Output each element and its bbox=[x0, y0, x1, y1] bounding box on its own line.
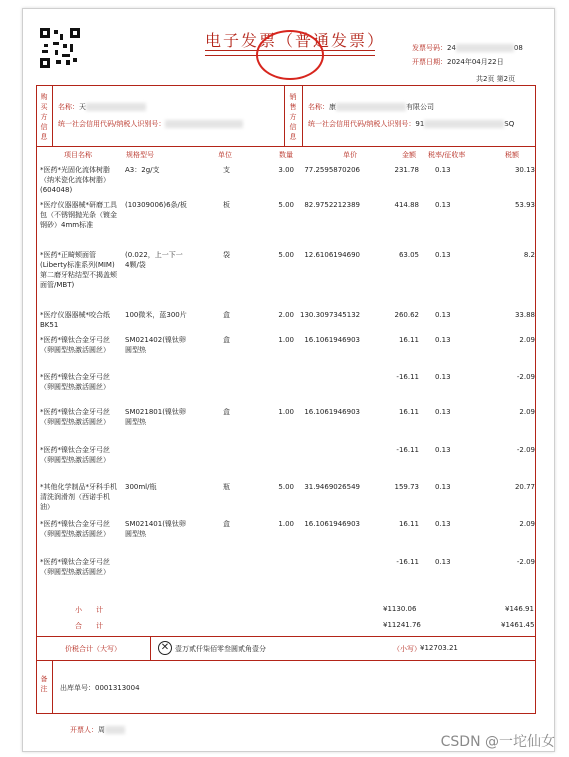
header-price: 单价 bbox=[343, 151, 357, 159]
cell-qty: 5.00 bbox=[278, 483, 294, 491]
cell-spec: (10309006)6条/板 bbox=[125, 201, 187, 209]
cell-qty: 3.00 bbox=[278, 166, 294, 174]
cell-amount: 414.88 bbox=[394, 201, 419, 209]
cell-amount: 16.11 bbox=[398, 408, 419, 416]
cell-spec: (0.022，上一下一4颗/袋 bbox=[125, 251, 183, 269]
cell-unit: 盒 bbox=[223, 336, 230, 344]
cell-rate: 0.13 bbox=[435, 311, 451, 319]
header-amount: 金额 bbox=[402, 151, 416, 159]
header-tax: 税额 bbox=[505, 151, 519, 159]
divider bbox=[302, 85, 303, 146]
page-info: 共2页 第2页 bbox=[476, 75, 516, 83]
cell-rate: 0.13 bbox=[435, 483, 451, 491]
total-amount: ¥11241.76 bbox=[383, 621, 421, 629]
cell-item: *医药*光固化流体树脂（纳米瓷化流体树脂）(604048) bbox=[40, 166, 110, 194]
total-label: 合 计 bbox=[75, 622, 103, 630]
cell-unit: 盒 bbox=[223, 520, 230, 528]
cell-item: *医药*镍钛合金牙弓丝（卵圆型热激活圆丝） bbox=[40, 558, 110, 576]
cell-tax: 2.09 bbox=[519, 408, 535, 416]
watermark: CSDN @一坨仙女 bbox=[440, 734, 555, 750]
cell-amount: 16.11 bbox=[398, 520, 419, 528]
cell-item: *医疗仪器器械*咬合纸BK51 bbox=[40, 311, 110, 329]
cell-qty: 1.00 bbox=[278, 520, 294, 528]
qr-code bbox=[40, 28, 80, 68]
cross-icon: ✕ bbox=[158, 641, 172, 655]
cell-unit: 板 bbox=[223, 201, 230, 209]
cell-rate: 0.13 bbox=[435, 408, 451, 416]
cell-unit: 盒 bbox=[223, 311, 230, 319]
total-tax: ¥1461.45 bbox=[501, 621, 535, 629]
cell-price: 16.1061946903 bbox=[304, 408, 360, 416]
divider bbox=[52, 660, 53, 714]
divider bbox=[52, 85, 53, 146]
cell-item: *医药*正畸颊面管(Liberty标准系列(MIM)第二磨牙粘结型不揭盖颊面管/MBT) bbox=[40, 251, 117, 289]
cell-amount: 159.73 bbox=[394, 483, 419, 491]
cell-qty: 1.00 bbox=[278, 408, 294, 416]
cell-price: 82.9752212389 bbox=[304, 201, 360, 209]
header-rate: 税率/征收率 bbox=[428, 151, 466, 159]
divider bbox=[36, 636, 536, 637]
seller-side-label: 销售方信息 bbox=[289, 93, 297, 141]
cell-item: *其他化学制品*牙科手机清洗润滑剂（西诺手机油） bbox=[40, 483, 117, 511]
cell-rate: 0.13 bbox=[435, 373, 451, 381]
header-item: 项目名称 bbox=[64, 151, 92, 159]
cell-price: 130.3097345132 bbox=[300, 311, 361, 319]
cell-tax: 20.77 bbox=[514, 483, 535, 491]
divider bbox=[284, 85, 285, 146]
cell-tax: 2.09 bbox=[519, 520, 535, 528]
seller-tax-id: 统一社会信用代码/纳税人识别号：91 SQ bbox=[308, 120, 515, 128]
cell-spec: 300ml/瓶 bbox=[125, 483, 157, 491]
subtotal-amount: ¥1130.06 bbox=[383, 605, 417, 613]
cell-tax: 53.93 bbox=[514, 201, 535, 209]
cell-qty: 2.00 bbox=[278, 311, 294, 319]
buyer-tax-id: 统一社会信用代码/纳税人识别号： bbox=[58, 119, 243, 129]
divider bbox=[150, 636, 151, 660]
cell-rate: 0.13 bbox=[435, 446, 451, 454]
cell-qty: 5.00 bbox=[278, 251, 294, 259]
cell-rate: 0.13 bbox=[435, 558, 451, 566]
issue-date: 开票日期：2024年04月22日 bbox=[412, 58, 504, 66]
cell-rate: 0.13 bbox=[435, 166, 451, 174]
buyer-name: 名称：天 bbox=[58, 102, 146, 112]
cell-item: *医药*镍钛合金牙弓丝（卵圆型热激活圆丝） bbox=[40, 520, 110, 538]
cell-spec: SM021401(镍钛卵圆型热 bbox=[125, 520, 186, 538]
subtotal-tax: ¥146.91 bbox=[505, 605, 534, 613]
cell-qty: 1.00 bbox=[278, 336, 294, 344]
cell-rate: 0.13 bbox=[435, 251, 451, 259]
cell-amount: -16.11 bbox=[396, 446, 419, 454]
cell-item: *医疗仪器器械*研磨工具包（不锈钢抛光条（镀金钢砂）4mm标准 bbox=[40, 201, 117, 229]
header-spec: 规格型号 bbox=[126, 151, 154, 159]
cell-price: 16.1061946903 bbox=[304, 336, 360, 344]
cell-amount: 16.11 bbox=[398, 336, 419, 344]
cell-item: *医药*镍钛合金牙弓丝（卵圆型热激活圆丝） bbox=[40, 336, 110, 354]
cell-spec: SM021402(镍钛卵圆型热 bbox=[125, 336, 186, 354]
invoice-seal bbox=[256, 30, 324, 80]
cell-amount: 231.78 bbox=[394, 166, 419, 174]
cell-item: *医药*镍钛合金牙弓丝（卵圆型热激活圆丝） bbox=[40, 373, 110, 391]
cell-spec: 100微米，蓝300片 bbox=[125, 311, 187, 319]
cell-unit: 支 bbox=[223, 166, 230, 174]
cell-rate: 0.13 bbox=[435, 336, 451, 344]
header-qty: 数量 bbox=[279, 151, 293, 159]
divider bbox=[36, 146, 536, 147]
divider bbox=[36, 660, 536, 661]
grand-total-lower: ¥12703.21 bbox=[420, 644, 458, 652]
subtotal-label: 小 计 bbox=[75, 606, 103, 614]
cell-spec: SM021801(镍钛卵圆型热 bbox=[125, 408, 186, 426]
cell-rate: 0.13 bbox=[435, 520, 451, 528]
header-unit: 单位 bbox=[218, 151, 232, 159]
cell-price: 31.9469026549 bbox=[304, 483, 360, 491]
cell-rate: 0.13 bbox=[435, 201, 451, 209]
cell-amount: -16.11 bbox=[396, 373, 419, 381]
cell-spec: A3：2g/支 bbox=[125, 166, 160, 174]
cell-qty: 5.00 bbox=[278, 201, 294, 209]
invoice-number: 发票号码：24 08 bbox=[412, 44, 523, 52]
cell-tax: -2.09 bbox=[516, 373, 535, 381]
cell-price: 12.6106194690 bbox=[304, 251, 360, 259]
cell-unit: 盒 bbox=[223, 408, 230, 416]
cell-amount: -16.11 bbox=[396, 558, 419, 566]
remarks-text: 出库单号：0001313004 bbox=[60, 684, 140, 692]
cell-price: 16.1061946903 bbox=[304, 520, 360, 528]
cell-tax: 33.88 bbox=[514, 311, 535, 319]
remarks-label: 备注 bbox=[40, 675, 48, 693]
grand-total-label: 价税合计（大写） bbox=[65, 645, 121, 653]
cell-unit: 袋 bbox=[223, 251, 230, 259]
cell-price: 77.2595870206 bbox=[304, 166, 360, 174]
cell-tax: -2.09 bbox=[516, 558, 535, 566]
cell-item: *医药*镍钛合金牙弓丝（卵圆型热激活圆丝） bbox=[40, 446, 110, 464]
grand-total-upper: 壹万贰仟柒佰零叁圆贰角壹分 bbox=[175, 645, 266, 653]
grand-total-lower-label: （小写） bbox=[393, 645, 421, 653]
seller-name: 名称：康 有限公司 bbox=[308, 103, 434, 111]
cell-amount: 63.05 bbox=[398, 251, 419, 259]
cell-amount: 260.62 bbox=[394, 311, 419, 319]
cell-unit: 瓶 bbox=[223, 483, 230, 491]
cell-tax: 8.2 bbox=[523, 251, 535, 259]
buyer-side-label: 购买方信息 bbox=[40, 93, 48, 141]
invoice-title: 电子发票（普通发票） bbox=[205, 31, 386, 50]
cell-tax: 30.13 bbox=[514, 166, 535, 174]
cell-tax: 2.09 bbox=[519, 336, 535, 344]
cell-item: *医药*镍钛合金牙弓丝（卵圆型热激活圆丝） bbox=[40, 408, 110, 426]
issuer: 开票人：周 bbox=[70, 725, 125, 735]
cell-tax: -2.09 bbox=[516, 446, 535, 454]
